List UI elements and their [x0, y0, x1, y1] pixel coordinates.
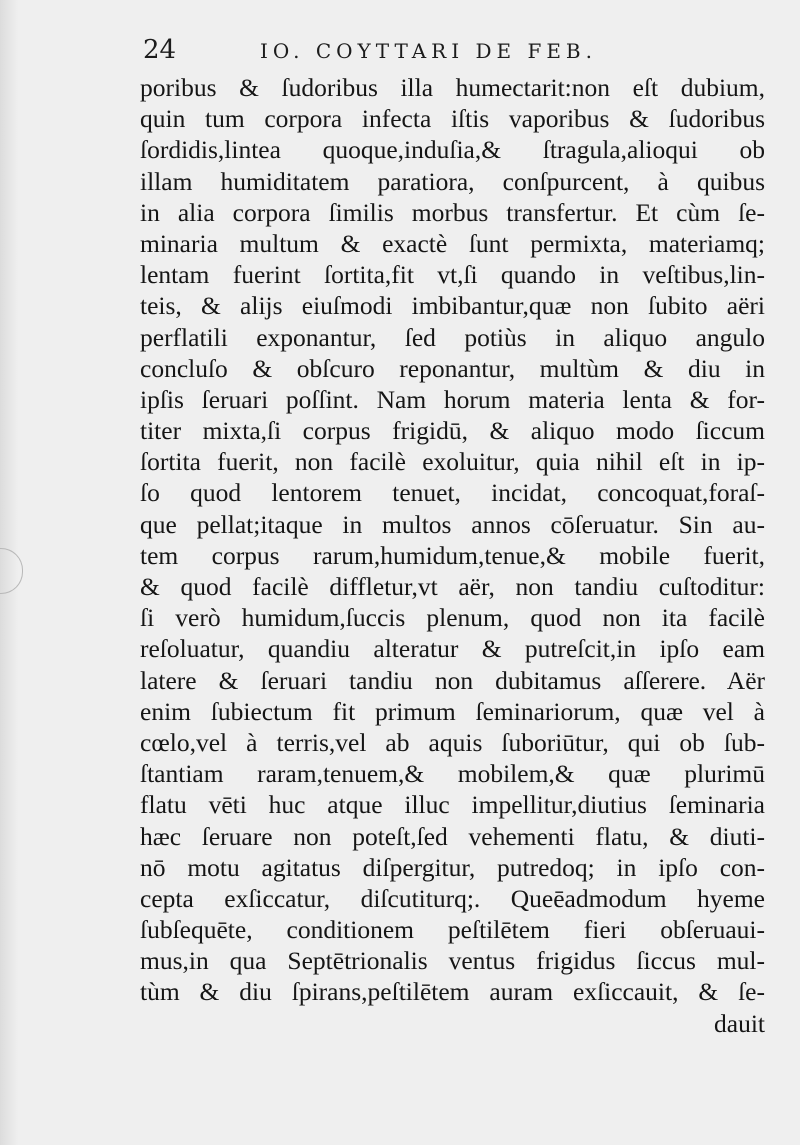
text-line: flatu vēti huc atque illuc impellitur,diutius ſeminaria	[140, 790, 765, 820]
text-line: cepta exſiccatur, diſcutiturq;. Queēadmodum hyeme	[140, 883, 765, 913]
text-line: reſoluatur, quandiu alteratur & putreſcit,in ipſo eam	[140, 634, 765, 664]
text-line: ſubſequēte, conditionem peſtilētem fieri obſeruaui-	[140, 915, 765, 945]
text-line: ſtantiam raram,tenuem,& mobilem,& quæ plurimū	[140, 759, 765, 789]
page-number: 24	[143, 35, 177, 65]
text-line: latere & ſeruari tandiu non dubitamus aſſerere. Aër	[140, 665, 765, 695]
body-text	[140, 72, 765, 1039]
text-line: titer mixta,ſi corpus frigidū, & aliquo modo ſiccum	[140, 416, 765, 446]
text-line: minaria multum & exactè ſunt permixta, materiamq;	[140, 228, 765, 258]
catchword: dauit	[714, 1008, 765, 1038]
text-line: que pellat;itaque in multos annos cōſeruatur. Sin au-	[140, 509, 765, 539]
margin-punch-mark	[0, 548, 23, 594]
text-line: tem corpus rarum,humidum,tenue,& mobile fuerit,	[140, 540, 765, 570]
text-line: cœlo,vel à terris,vel ab aquis ſuboriūtur, qui ob ſub-	[140, 727, 765, 757]
text-line: quin tum corpora infecta iſtis vaporibus & ſudoribus	[140, 104, 765, 134]
text-line: in alia corpora ſimilis morbus transfertur. Et cùm ſe-	[140, 197, 765, 227]
text-line: perflatili exponantur, ſed potiùs in aliquo angulo	[140, 322, 765, 352]
text-line: lentam fuerint ſortita,fit vt,ſi quando in veſtibus,lin-	[140, 260, 765, 290]
text-line: nō motu agitatus diſpergitur, putredoq; in ipſo con-	[140, 852, 765, 882]
text-line: ipſis ſeruari poſſint. Nam horum materia lenta & for-	[140, 384, 765, 414]
running-header	[143, 33, 663, 69]
text-line: poribus & ſudoribus illa humectarit:non eſt dubium,	[140, 73, 765, 102]
text-line: ſordidis,lintea quoque,induſia,& ſtragula,alioqui ob	[140, 135, 765, 165]
text-line: ſo quod lentorem tenuet, incidat, concoquat,foraſ-	[140, 478, 765, 508]
text-line: ſortita fuerit, non facilè exoluitur, quia nihil eſt in ip-	[140, 447, 765, 477]
text-line: enim ſubiectum fit primum ſeminariorum, quæ vel à	[140, 696, 765, 726]
text-line: ſi verò humidum,ſuccis plenum, quod non ita facilè	[140, 603, 765, 633]
text-line: concluſo & obſcuro reponantur, multùm & diu in	[140, 353, 765, 383]
text-line: tùm & diu ſpirans,peſtilētem auram exſiccauit, & ſe-	[140, 977, 765, 1007]
text-line: mus,in qua Septētrionalis ventus frigidus ſiccus mul-	[140, 946, 765, 976]
running-title: IO. COYTTARI DE FEB.	[260, 39, 597, 63]
text-line: illam humiditatem paratiora, conſpurcent, à quibus	[140, 166, 765, 196]
text-line: teis, & alijs eiuſmodi imbibantur,quæ non ſubito aëri	[140, 291, 765, 321]
text-line: hæc ſeruare non poteſt,ſed vehementi flatu, & diuti-	[140, 821, 765, 851]
text-line: & quod facilè diffletur,vt aër, non tandiu cuſtoditur:	[140, 572, 765, 601]
